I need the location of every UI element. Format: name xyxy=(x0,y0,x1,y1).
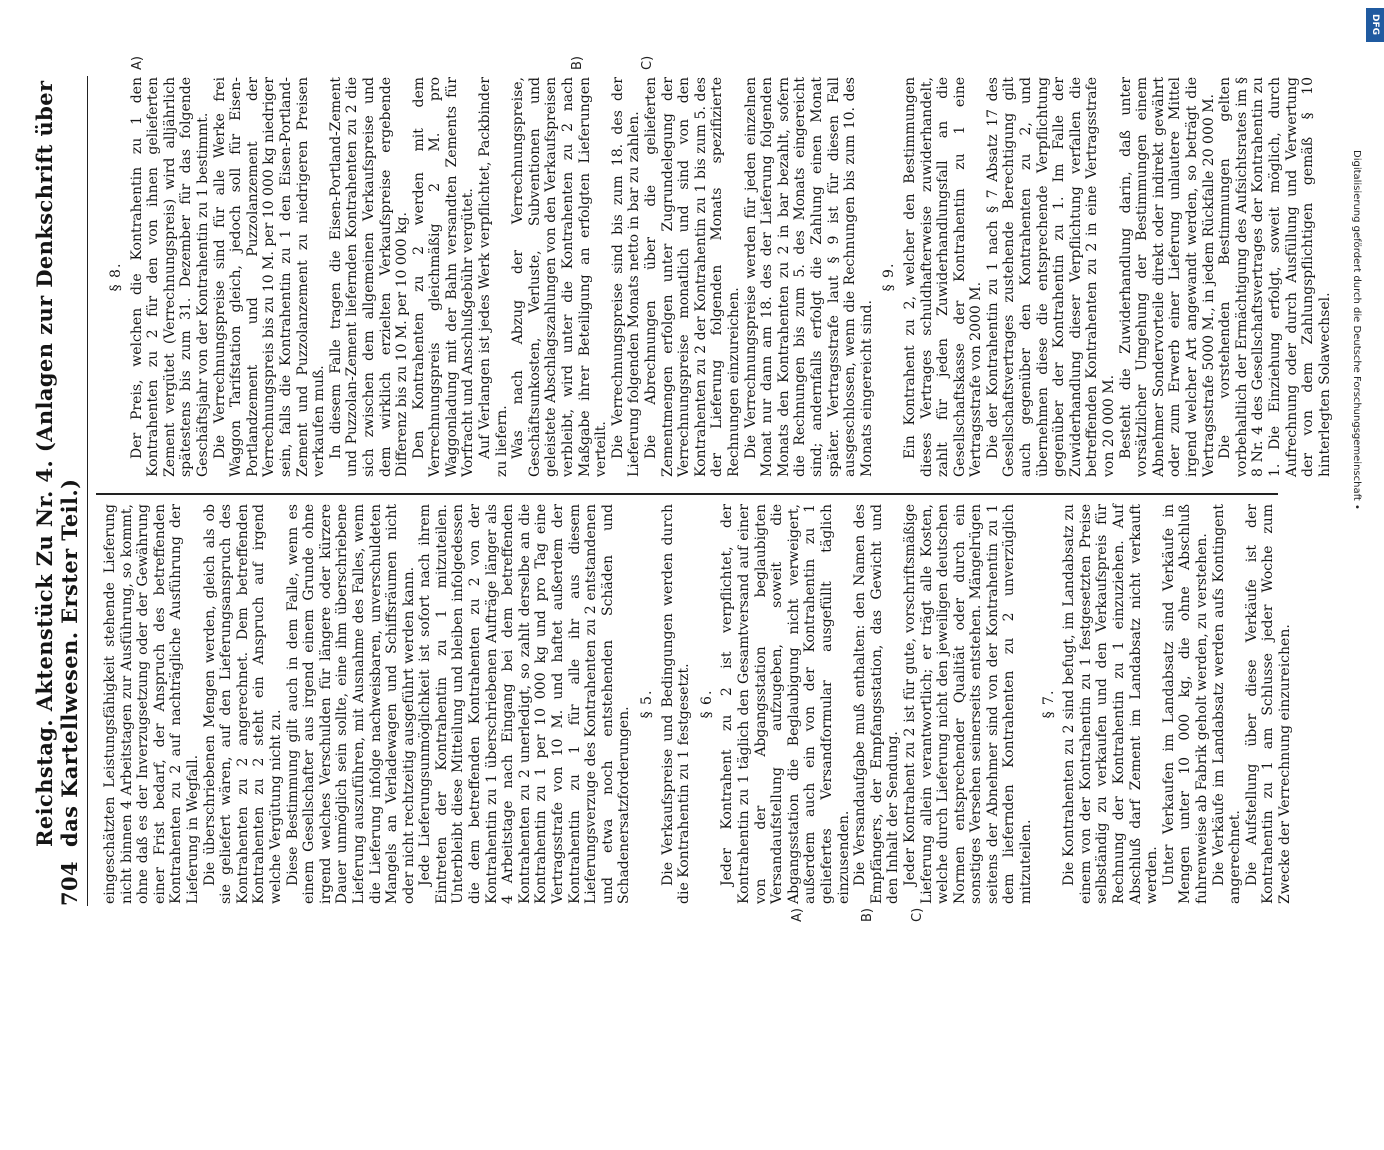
paragraph: Ein Kontrahent zu 2, welcher den Bestimmungen dieses Vertrages schuldhafterweise zuwiderhandelt, zahlt für jeden Zuwiderhandlungsfall an die Gesellschaftskasse der Kontrahentin zu 1 eine Vertragsstrafe von 2000 M. xyxy=(901,77,985,477)
paragraph: Die vorstehenden Bestimmungen gelten vorbehaltlich der Ermächtigung des Aufsichtsrates im § 8 Nr. 4 des Gesellschaftsvertrages der Kontrahentin zu 1. Die Einziehung erfolgt, soweit möglich, durch Aufrechnung oder durch Ausfüllung und Verwertung der von dem Zahlungspflichtigen gemäß § 10 hinterlegten Solawechsel. xyxy=(1217,77,1333,477)
paragraph: Auf Verlangen ist jedes Werk verpflichtet, Packbinder zu liefern. xyxy=(477,77,510,477)
margin-mark-b-left: B) xyxy=(860,908,875,922)
paragraph: Die überschriebenen Mengen werden, gleich als ob sie geliefert wären, auf den Lieferungsanspruch des Kontrahenten zu 2 angerechnet. Dem betreffenden Kontrahenten zu 2 steht ein Anspruch auf irgend welche Vergütung nicht zu. xyxy=(201,504,284,904)
paragraph: Die Verrechnungspreise werden für jeden einzelnen Monat nur dann am 18. des der Lieferung folgenden Monats den Kontrahenten zu 2 in bar bezahlt, sofern die Rechnungen bis zum 5. des Monats eingereicht sind; andernfalls erfolgt die Zahlung einen Monat später. Vertragsstrafe laut § 9 ist für diesen Fall ausgeschlossen, wenn die Rechnungen bis zum 10. des Monats eingereicht sind. xyxy=(742,77,875,477)
page-number: 704 xyxy=(57,860,82,906)
margin-mark-c-right: C) xyxy=(640,55,655,70)
section-heading: § 6. xyxy=(698,689,715,719)
paragraph: Was nach Abzug der Verrechnungspreise, Geschäftsunkosten, Verluste, Subventionen und geleistete Abschlagszahlungen von den Verkaufspreisen verbleibt, wird unter die Kontrahenten zu 2 nach Maßgabe ihrer Beteiligung an erfolgten Lieferungen verteilt. xyxy=(510,77,610,477)
paragraph: Die Verrechnungspreise sind für alle Werke frei Waggon Tarifstation gleich, jedoch soll für Eisen-Portlandzement und Puzzolanzement der Verrechnungspreis bis zu 10 M. per 10 000 kg niedriger sein, falls die Kontrahentin zu 1 den Eisen-Portland-Zement und Puzzolanzement zu niedrigeren Preisen verkaufen muß. xyxy=(211,77,328,477)
left-column xyxy=(102,504,1293,904)
paragraph: eingeschätzten Leistungsfähigkeit stehende Lieferung nicht binnen 4 Arbeitstagen zur Ausführung, so kommt, ohne daß es der Inverzugsetzung oder der Gewährung einer Frist bedarf, der Anspruch des betreffenden Kontrahenten zu 2 auf nachträgliche Ausführung der Lieferung in Wegfall. xyxy=(102,504,201,904)
paragraph: Die Verrechnungspreise sind bis zum 18. des der Lieferung folgenden Monats netto in bar zu zahlen. xyxy=(609,77,643,477)
digitization-note: Digitalisierung gefördert durch die Deutsche Forschungsgemeinschaft • xyxy=(1351,150,1362,510)
paragraph: Unter Verkaufen im Landabsatz sind Verkäufe in Mengen unter 10 000 kg, die ohne Abschluß fuhrenweise ab Fabrik geholt werden, zu verstehen. xyxy=(1160,504,1210,904)
margin-mark-b-right: B) xyxy=(570,56,585,70)
paragraph: In diesem Falle tragen die Eisen-Portland-Zement und Puzzolan-Zement liefernden Kontrahenten zu 2 die sich zwischen dem allgemeinen Verkaufspreise und dem wirklich erzielten Verkaufspreise ergebende Differenz bis zu 10 M. per 10 000 kg. xyxy=(327,77,411,477)
paragraph: Die Verkaufspreise und Bedingungen werden durch die Kontrahentin zu 1 festgesetzt. xyxy=(659,504,693,904)
margin-mark-c-left: C) xyxy=(910,907,925,922)
paragraph: Die Versandaufgabe muß enthalten: den Namen des Empfängers, der Empfangsstation, das Gewicht und den Inhalt der Sendung. xyxy=(852,504,902,904)
paragraph: Diese Bestimmung gilt auch in dem Falle, wenn es einem Gesellschafter aus irgend einem Grunde ohne irgend welches Verschulden für längere oder kürzere Dauer unmöglich sein sollte, eine ihm überschriebene Lieferung auszuführen, mit Ausnahme des Falles, wenn die Lieferung infolge nachweisbaren, unverschuldeten Mangels an Verladewagen und Schiffsräumen nicht oder nicht rechtzeitig ausgeführt werden kann. xyxy=(284,504,417,904)
paragraph: Jeder Kontrahent zu 2 ist für gute, vorschriftsmäßige Lieferung allein verantwortlich; er trägt alle Kosten, welche durch Lieferung nicht den jeweiligen deutschen Normen entsprechender Qualität oder durch ein sonstiges Versehen seinerseits entstehen. Mängelrügen seitens der Abnehmer sind von der Kontrahentin zu 1 dem liefernden Kontrahenten zu 2 unverzüglich mitzuteilen. xyxy=(901,504,1035,904)
section-heading: § 7. xyxy=(1040,689,1057,719)
page-header xyxy=(32,76,88,906)
paragraph: Den Kontrahenten zu 2 werden mit dem Verrechnungspreis gleichmäßig 2 M. pro Waggonladung mit der Bahn versandten Zements für Vorfracht und Anschlußgebühr vergütet. xyxy=(410,77,477,477)
right-column xyxy=(102,77,1333,477)
paragraph: Die Aufstellung über diese Verkäufe ist der Kontrahentin zu 1 am Schlusse jeder Woche zum Zwecke der Verrechnung einzureichen. xyxy=(1243,504,1293,904)
paragraph: Die Abrechnungen über die gelieferten Zementmengen erfolgen unter Zugrundelegung der Verrechnungspreise monatlich und sind von den Kontrahenten zu 2 der Kontrahentin zu 1 bis zum 5. des der Lieferung folgenden Monats spezifizierte Rechnungen einzureichen. xyxy=(643,77,742,477)
section-heading: § 9. xyxy=(881,262,898,292)
dfg-logo: DFG xyxy=(1366,8,1384,42)
paragraph: Die der Kontrahentin zu 1 nach § 7 Absatz 17 des Gesellschaftsvertrages zustehende Berechtigung gilt auch gegenüber den Kontrahenten zu 2, und übernehmen diese die entsprechende Verpflichtung gegenüber der Kontrahentin zu 1. Im Falle der Zuwiderhandlung dieser Verpflichtung verfallen die betreffenden Kontrahenten zu 2 in eine Vertragsstrafe von 20 000 M. xyxy=(984,77,1118,477)
paragraph: Die Kontrahenten zu 2 sind befugt, im Landabsatz zu einem von der Kontrahentin zu 1 festgesetzten Preise selbständig zu verkaufen und den Verkaufspreis für Rechnung der Kontrahentin zu 1 einzuziehen. Auf Abschluß darf Zement im Landabsatz nicht verkauft werden. xyxy=(1061,504,1161,904)
margin-mark-a-left: A) xyxy=(790,908,805,922)
section-heading: § 5. xyxy=(639,689,655,719)
paragraph: Jede Lieferungsunmöglichkeit ist sofort nach ihrem Eintreten der Kontrahentin zu 1 mitzuteilen. Unterbleibt diese Mitteilung und bleiben infolgedessen die dem betreffenden Kontrahenten zu 2 von der Kontrahentin zu 1 überschriebenen Aufträge länger als 4 Arbeitstage nach Eingang bei dem betreffenden Kontrahenten zu 2 unerledigt, so zahlt derselbe an die Kontrahentin zu 1 per 10 000 kg und pro Tag eine Vertragsstrafe von 10 M. und haftet außerdem der Kontrahentin zu 1 für alle ihr aus diesem Lieferungsverzuge des Kontrahenten zu 2 entstandenen und etwa noch entstehenden Schäden und Schadenersatzforderungen. xyxy=(417,504,633,904)
paragraph: Jeder Kontrahent zu 2 ist verpflichtet, der Kontrahentin zu 1 täglich den Gesamtversand auf einer von der Abgangsstation beglaubigten Versandaufstellung aufzugeben, soweit die Abgangsstation die Beglaubigung nicht verweigert, außerdem auch ein von der Kontrahentin zu 1 geliefertes Versandformular ausgefüllt täglich einzusenden. xyxy=(719,504,852,904)
section-heading: § 8. xyxy=(108,262,124,292)
paragraph: Der Preis, welchen die Kontrahentin zu 1 den Kontrahenten zu 2 für den von ihnen gelieferten Zement vergütet (Verrechnungspreis) wird alljährlich spätestens bis zum 31. Dezember für das folgende Geschäftsjahr von der Kontrahentin zu 1 bestimmt. xyxy=(128,77,211,477)
page-title: Reichstag. Aktenstück Zu Nr. 4. (Anlagen zur Denkschrift über das Kartellwesen. Erster Teil.) xyxy=(32,80,82,847)
paragraph: Besteht die Zuwiderhandlung darin, daß unter vorsätzlicher Umgehung der Bestimmungen einem Abnehmer Sondervorteile direkt oder indirekt gewährt oder zum Erwerb einer Lieferung unlautere Mittel irgend welcher Art angewandt werden, so beträgt die Vertragsstrafe 5000 M., in jedem Rückfalle 20 000 M. xyxy=(1117,77,1217,477)
margin-mark-a-right: A) xyxy=(130,56,145,70)
paragraph: Die Verkäufe im Landabsatz werden aufs Kontingent angerechnet. xyxy=(1210,504,1244,904)
column-divider xyxy=(96,494,1278,496)
